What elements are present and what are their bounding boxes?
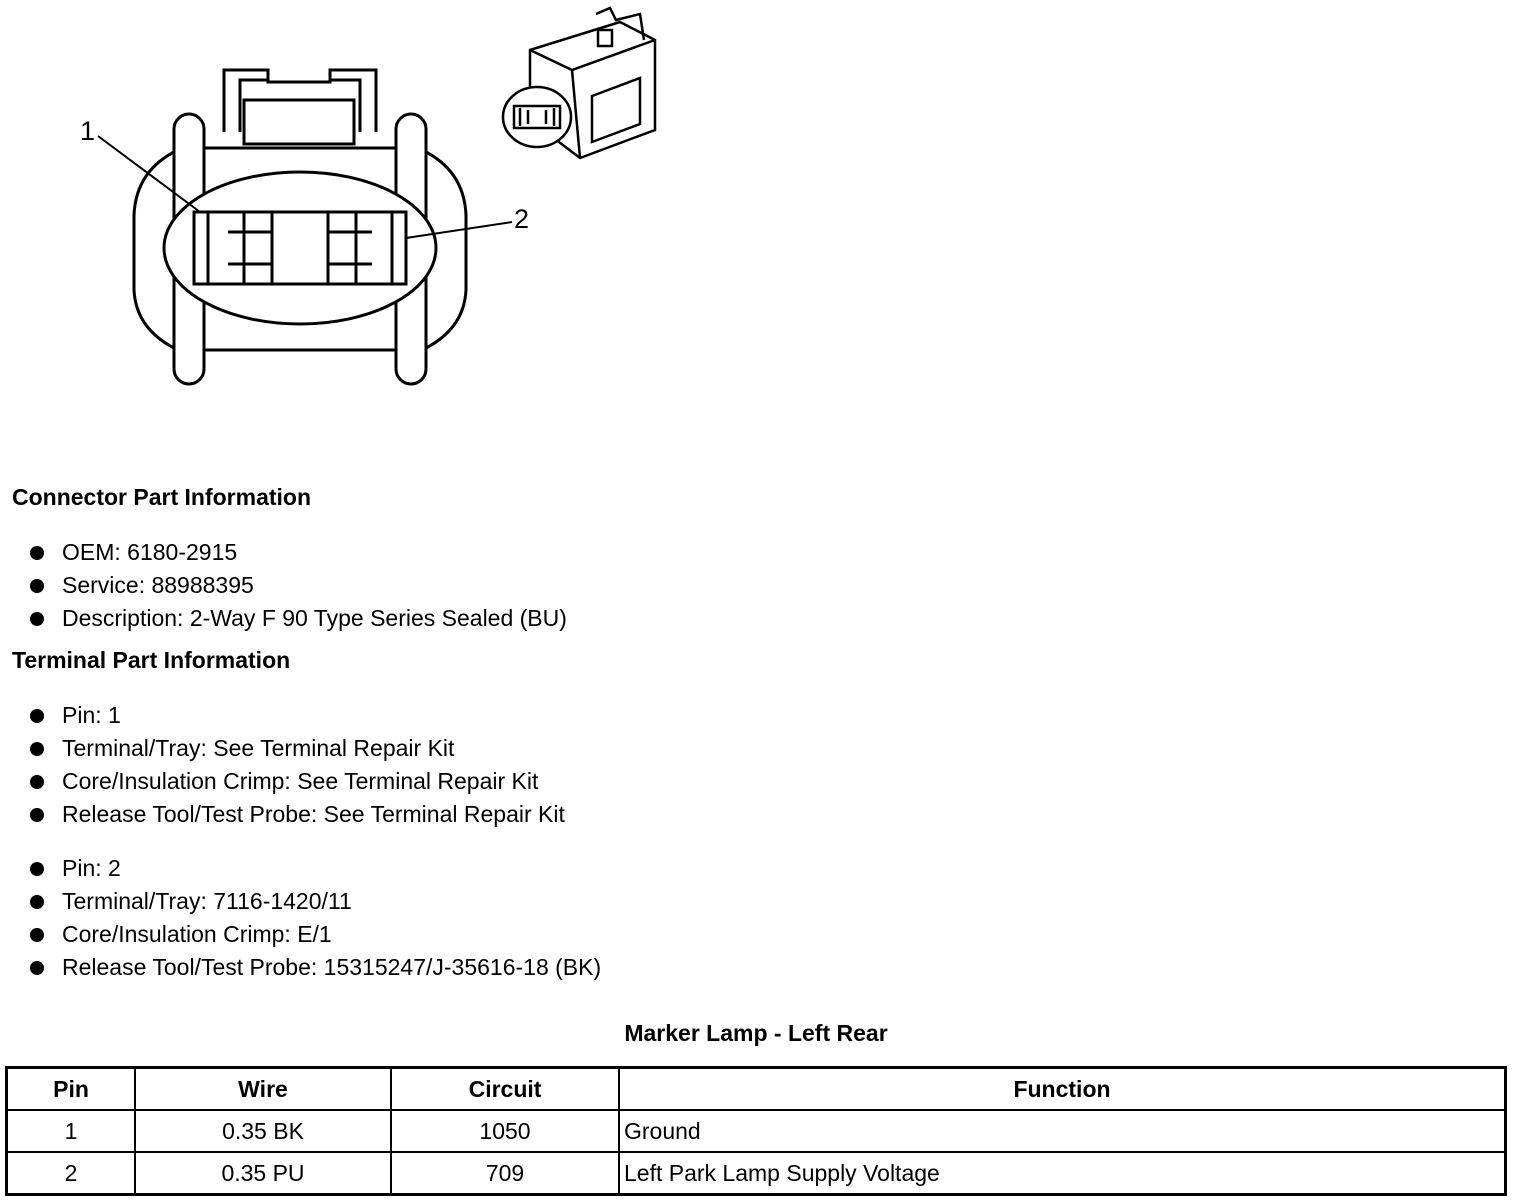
cell-function: Left Park Lamp Supply Voltage	[619, 1152, 1506, 1195]
bullet-icon	[30, 612, 44, 626]
connector-info-title: Connector Part Information	[12, 484, 312, 510]
list-item: Service: 88988395	[28, 569, 567, 602]
callout-2: 2	[514, 204, 530, 234]
table-row	[7, 1152, 1506, 1195]
list-item: Core/Insulation Crimp: E/1	[28, 918, 601, 951]
list-item: Release Tool/Test Probe: See Terminal Repair Kit	[28, 798, 565, 831]
cell-wire: 0.35 BK	[135, 1110, 391, 1152]
terminal-pin2-list	[28, 852, 601, 984]
terminal-pin1-list	[28, 699, 565, 831]
bullet-icon	[30, 709, 44, 723]
connector-face	[164, 172, 436, 324]
cell-pin: 1	[7, 1110, 136, 1152]
pinout-table	[5, 1066, 1507, 1196]
bullet-icon	[30, 862, 44, 876]
cell-function: Ground	[619, 1110, 1506, 1152]
bullet-icon	[30, 808, 44, 822]
bullet-icon	[30, 895, 44, 909]
table-row	[7, 1110, 1506, 1152]
header-function: Function	[619, 1068, 1506, 1111]
header-circuit: Circuit	[391, 1068, 619, 1111]
cell-circuit: 709	[391, 1152, 619, 1195]
bullet-icon	[30, 742, 44, 756]
list-item: Core/Insulation Crimp: See Terminal Repair Kit	[28, 765, 565, 798]
table-title: Marker Lamp - Left Rear	[624, 1020, 888, 1046]
list-item: Terminal/Tray: See Terminal Repair Kit	[28, 732, 565, 765]
bullet-icon	[30, 579, 44, 593]
list-item: Terminal/Tray: 7116-1420/11	[28, 885, 601, 918]
bullet-icon	[30, 961, 44, 975]
terminal-info-title: Terminal Part Information	[12, 647, 291, 673]
bullet-icon	[30, 775, 44, 789]
cell-pin: 2	[7, 1152, 136, 1195]
connector-info-list	[28, 536, 567, 635]
list-item: OEM: 6180-2915	[28, 536, 567, 569]
connector-diagram	[0, 0, 700, 420]
cell-circuit: 1050	[391, 1110, 619, 1152]
list-item: Release Tool/Test Probe: 15315247/J-35616-18 (BK)	[28, 951, 601, 984]
callout-1: 1	[80, 116, 96, 146]
table-header-row	[7, 1068, 1506, 1111]
connector-iso-icon	[503, 8, 655, 158]
bullet-icon	[30, 546, 44, 560]
header-pin: Pin	[7, 1068, 136, 1111]
header-wire: Wire	[135, 1068, 391, 1111]
cell-wire: 0.35 PU	[135, 1152, 391, 1195]
list-item: Pin: 1	[28, 699, 565, 732]
list-item: Pin: 2	[28, 852, 601, 885]
list-item: Description: 2-Way F 90 Type Series Sealed (BU)	[28, 602, 567, 635]
bullet-icon	[30, 928, 44, 942]
